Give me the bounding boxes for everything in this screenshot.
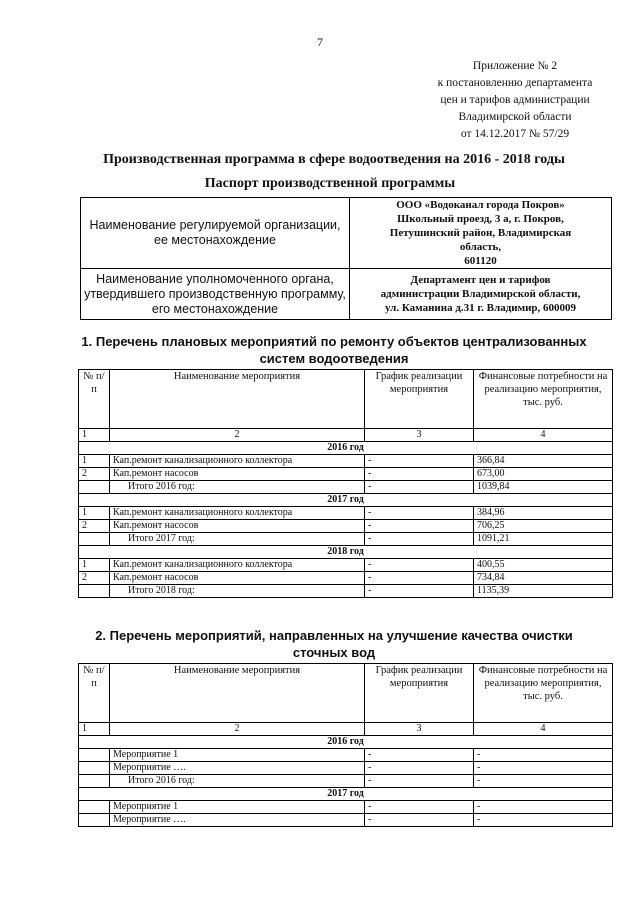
total-schedule: - <box>365 775 474 788</box>
authority-value-line: ул. Каманина д.31 г. Владимир, 600009 <box>384 302 577 314</box>
row-num: 1 <box>79 559 110 572</box>
org-value-line: область, <box>459 241 502 253</box>
appendix-line: Приложение № 2 <box>472 60 558 72</box>
authority-value <box>350 269 612 320</box>
row-num <box>79 533 110 546</box>
row-schedule: - <box>365 814 474 827</box>
total-label: Итого 2016 год: <box>110 775 365 788</box>
row-finance: - <box>474 749 613 762</box>
row-schedule: - <box>365 468 474 481</box>
table-row <box>79 520 613 533</box>
total-finance: - <box>474 775 613 788</box>
row-name: Кап.ремонт насосов <box>110 572 365 585</box>
header-name: Наименование мероприятия <box>110 370 365 429</box>
table-row <box>79 749 613 762</box>
row-num <box>79 585 110 598</box>
row-schedule: - <box>365 801 474 814</box>
row-name: Кап.ремонт насосов <box>110 468 365 481</box>
org-value-line: Школьный проезд, 3 а, г. Покров, <box>397 213 564 225</box>
section2-title-line: сточных вод <box>292 645 376 660</box>
section2-index-row <box>79 723 613 736</box>
row-num <box>79 775 110 788</box>
org-value <box>350 198 612 269</box>
row-schedule: - <box>365 559 474 572</box>
row-name: Мероприятие …. <box>110 814 365 827</box>
row-schedule: - <box>365 749 474 762</box>
year-row <box>79 788 613 801</box>
index-cell: 2 <box>110 429 365 442</box>
table-row <box>79 762 613 775</box>
header-name: Наименование мероприятия <box>110 664 365 723</box>
passport-table <box>80 197 612 320</box>
table-row <box>79 468 613 481</box>
total-row <box>79 533 613 546</box>
header-finance: Финансовые потребности на реализацию мероприятия, тыс. руб. <box>474 370 613 429</box>
total-finance: 1039,84 <box>474 481 613 494</box>
table-row <box>79 507 613 520</box>
year-label: 2016 год <box>79 442 613 455</box>
appendix-block <box>390 58 640 143</box>
appendix-line: от 14.12.2017 № 57/29 <box>460 128 570 140</box>
row-num <box>79 749 110 762</box>
year-label: 2017 год <box>79 788 613 801</box>
year-row <box>79 494 613 507</box>
org-value-line: ООО «Водоканал города Покров» <box>396 199 565 211</box>
org-value-line: Петушинский район, Владимирская <box>389 227 572 239</box>
total-row <box>79 585 613 598</box>
appendix-line: Владимирской области <box>458 111 572 123</box>
row-name: Мероприятие 1 <box>110 801 365 814</box>
total-label: Итого 2017 год: <box>110 533 365 546</box>
row-schedule: - <box>365 455 474 468</box>
row-name: Кап.ремонт канализационного коллектора <box>110 455 365 468</box>
row-finance: 400,55 <box>474 559 613 572</box>
table-row <box>79 559 613 572</box>
passport-row-org <box>81 198 612 269</box>
row-name: Мероприятие …. <box>110 762 365 775</box>
section1-index-row <box>79 429 613 442</box>
section2-table <box>78 663 613 827</box>
header-schedule: График реализации мероприятия <box>365 664 474 723</box>
passport-title: Паспорт производственной программы <box>204 176 456 191</box>
org-label: Наименование регулируемой организации, ее местонахождение <box>81 198 350 269</box>
row-schedule: - <box>365 520 474 533</box>
section1-title-line: 1. Перечень плановых мероприятий по ремонту объектов централизованных <box>81 334 587 349</box>
row-num: 1 <box>79 455 110 468</box>
row-finance: - <box>474 801 613 814</box>
row-schedule: - <box>365 507 474 520</box>
index-cell: 2 <box>110 723 365 736</box>
org-value-line: 601120 <box>464 255 497 267</box>
total-schedule: - <box>365 481 474 494</box>
section2-title <box>14 627 640 661</box>
total-finance: 1091,21 <box>474 533 613 546</box>
row-finance: 734,84 <box>474 572 613 585</box>
index-cell: 3 <box>365 429 474 442</box>
row-num: 1 <box>79 507 110 520</box>
header-finance: Финансовые потребности на реализацию мероприятия, тыс. руб. <box>474 664 613 723</box>
header-num: № п/п <box>79 664 110 723</box>
section1-table <box>78 369 613 598</box>
total-finance: 1135,39 <box>474 585 613 598</box>
row-finance: 366,84 <box>474 455 613 468</box>
row-finance: 384,96 <box>474 507 613 520</box>
authority-label: Наименование уполномоченного органа, утвердившего производственную программу, его местонахождение <box>81 269 350 320</box>
section1-header-row <box>79 370 613 429</box>
authority-value-line: администрации Владимирской области, <box>380 288 581 300</box>
row-num: 2 <box>79 520 110 533</box>
table-row <box>79 814 613 827</box>
header-num: № п/п <box>79 370 110 429</box>
row-name: Кап.ремонт канализационного коллектора <box>110 559 365 572</box>
header-schedule: График реализации мероприятия <box>365 370 474 429</box>
section1-title <box>14 333 640 367</box>
year-label: 2017 год <box>79 494 613 507</box>
row-num <box>79 481 110 494</box>
table-row <box>79 572 613 585</box>
index-cell: 1 <box>79 723 110 736</box>
section2-header-row <box>79 664 613 723</box>
row-finance: - <box>474 762 613 775</box>
year-label: 2018 год <box>79 546 613 559</box>
total-schedule: - <box>365 585 474 598</box>
row-num <box>79 762 110 775</box>
year-row <box>79 736 613 749</box>
appendix-line: цен и тарифов администрации <box>440 94 590 106</box>
total-label: Итого 2018 год: <box>110 585 365 598</box>
row-num <box>79 814 110 827</box>
index-cell: 1 <box>79 429 110 442</box>
index-cell: 4 <box>474 723 613 736</box>
row-finance: - <box>474 814 613 827</box>
row-name: Кап.ремонт канализационного коллектора <box>110 507 365 520</box>
total-schedule: - <box>365 533 474 546</box>
passport-row-authority <box>81 269 612 320</box>
year-label: 2016 год <box>79 736 613 749</box>
authority-value-line: Департамент цен и тарифов <box>410 274 551 286</box>
table-row <box>79 455 613 468</box>
year-row <box>79 546 613 559</box>
row-schedule: - <box>365 762 474 775</box>
total-label: Итого 2016 год: <box>110 481 365 494</box>
year-row <box>79 442 613 455</box>
row-num: 2 <box>79 468 110 481</box>
row-name: Мероприятие 1 <box>110 749 365 762</box>
row-num <box>79 801 110 814</box>
row-finance: 673,00 <box>474 468 613 481</box>
appendix-line: к постановлению департамента <box>437 77 593 89</box>
index-cell: 3 <box>365 723 474 736</box>
total-row <box>79 481 613 494</box>
row-schedule: - <box>365 572 474 585</box>
table-row <box>79 801 613 814</box>
total-row <box>79 775 613 788</box>
section2-title-line: 2. Перечень мероприятий, направленных на улучшение качества очистки <box>95 628 573 643</box>
row-num: 2 <box>79 572 110 585</box>
row-finance: 706,25 <box>474 520 613 533</box>
row-name: Кап.ремонт насосов <box>110 520 365 533</box>
page-number: 7 <box>317 35 323 49</box>
section1-title-line: систем водоотведения <box>259 351 409 366</box>
document-title: Производственная программа в сфере водоотведения на 2016 - 2018 годы <box>103 152 565 167</box>
index-cell: 4 <box>474 429 613 442</box>
